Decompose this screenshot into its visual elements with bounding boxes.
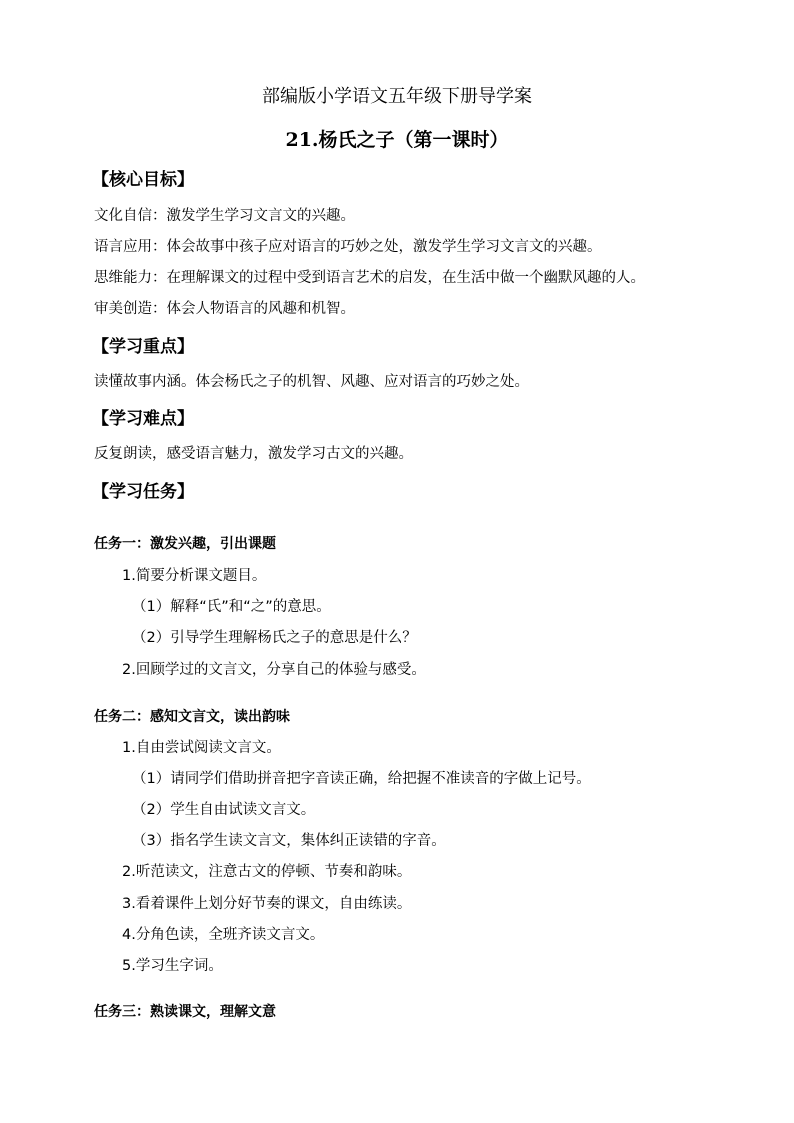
section-heading-difficulties: 【学习难点】 xyxy=(92,409,194,429)
section-heading-key-points: 【学习重点】 xyxy=(92,337,194,357)
task-two-item: 2.听范读文，注意古文的停顿、节奏和韵味。 xyxy=(122,864,412,880)
difficulties-text: 反复朗读，感受语言魅力，激发学习古文的兴趣。 xyxy=(94,446,413,462)
task-one-subitem: （2）引导学生理解杨氏之子的意思是什么？ xyxy=(132,630,417,646)
task-two-item: 4.分角色读，全班齐读文言文。 xyxy=(122,927,325,943)
lesson-title: 21.杨氏之子（第一课时） xyxy=(285,129,509,151)
task-two-title: 任务二：感知文言文，读出韵味 xyxy=(94,709,290,725)
task-two-subitem: （3）指名学生读文言文，集体纠正读错的字音。 xyxy=(132,833,446,849)
task-one-subitem: （1）解释“氏”和“之”的意思。 xyxy=(132,599,331,615)
task-one-title: 任务一：激发兴趣，引出课题 xyxy=(94,536,276,552)
goal-language-application: 语言应用：体会故事中孩子应对语言的巧妙之处，激发学生学习文言文的兴趣。 xyxy=(94,239,602,255)
task-two-item: 3.看着课件上划分好节奏的课文，自由练读。 xyxy=(122,896,412,912)
task-two-item: 1.自由尝试阅读文言文。 xyxy=(122,740,281,756)
document-title: 部编版小学语文五年级下册导学案 xyxy=(262,86,532,107)
task-two-subitem: （2）学生自由试读文言文。 xyxy=(132,802,316,818)
section-heading-core-goals: 【核心目标】 xyxy=(92,170,194,190)
goal-aesthetic-creation: 审美创造：体会人物语言的风趣和机智。 xyxy=(94,301,355,317)
goal-thinking-ability: 思维能力：在理解课文的过程中受到语言艺术的启发，在生活中做一个幽默风趣的人。 xyxy=(94,270,645,286)
task-one-item: 1.简要分析课文题目。 xyxy=(122,568,267,584)
task-two-item: 5.学习生字词。 xyxy=(122,958,223,974)
goal-cultural-confidence: 文化自信：激发学生学习文言文的兴趣。 xyxy=(94,208,355,224)
task-three-title: 任务三：熟读课文，理解文意 xyxy=(94,1004,276,1020)
task-two-subitem: （1）请同学们借助拼音把字音读正确，给把握不准读音的字做上记号。 xyxy=(132,771,591,787)
section-heading-tasks: 【学习任务】 xyxy=(92,482,194,502)
task-one-item: 2.回顾学过的文言文，分享自己的体验与感受。 xyxy=(122,662,426,678)
key-points-text: 读懂故事内涵。体会杨氏之子的机智、风趣、应对语言的巧妙之处。 xyxy=(94,374,529,390)
